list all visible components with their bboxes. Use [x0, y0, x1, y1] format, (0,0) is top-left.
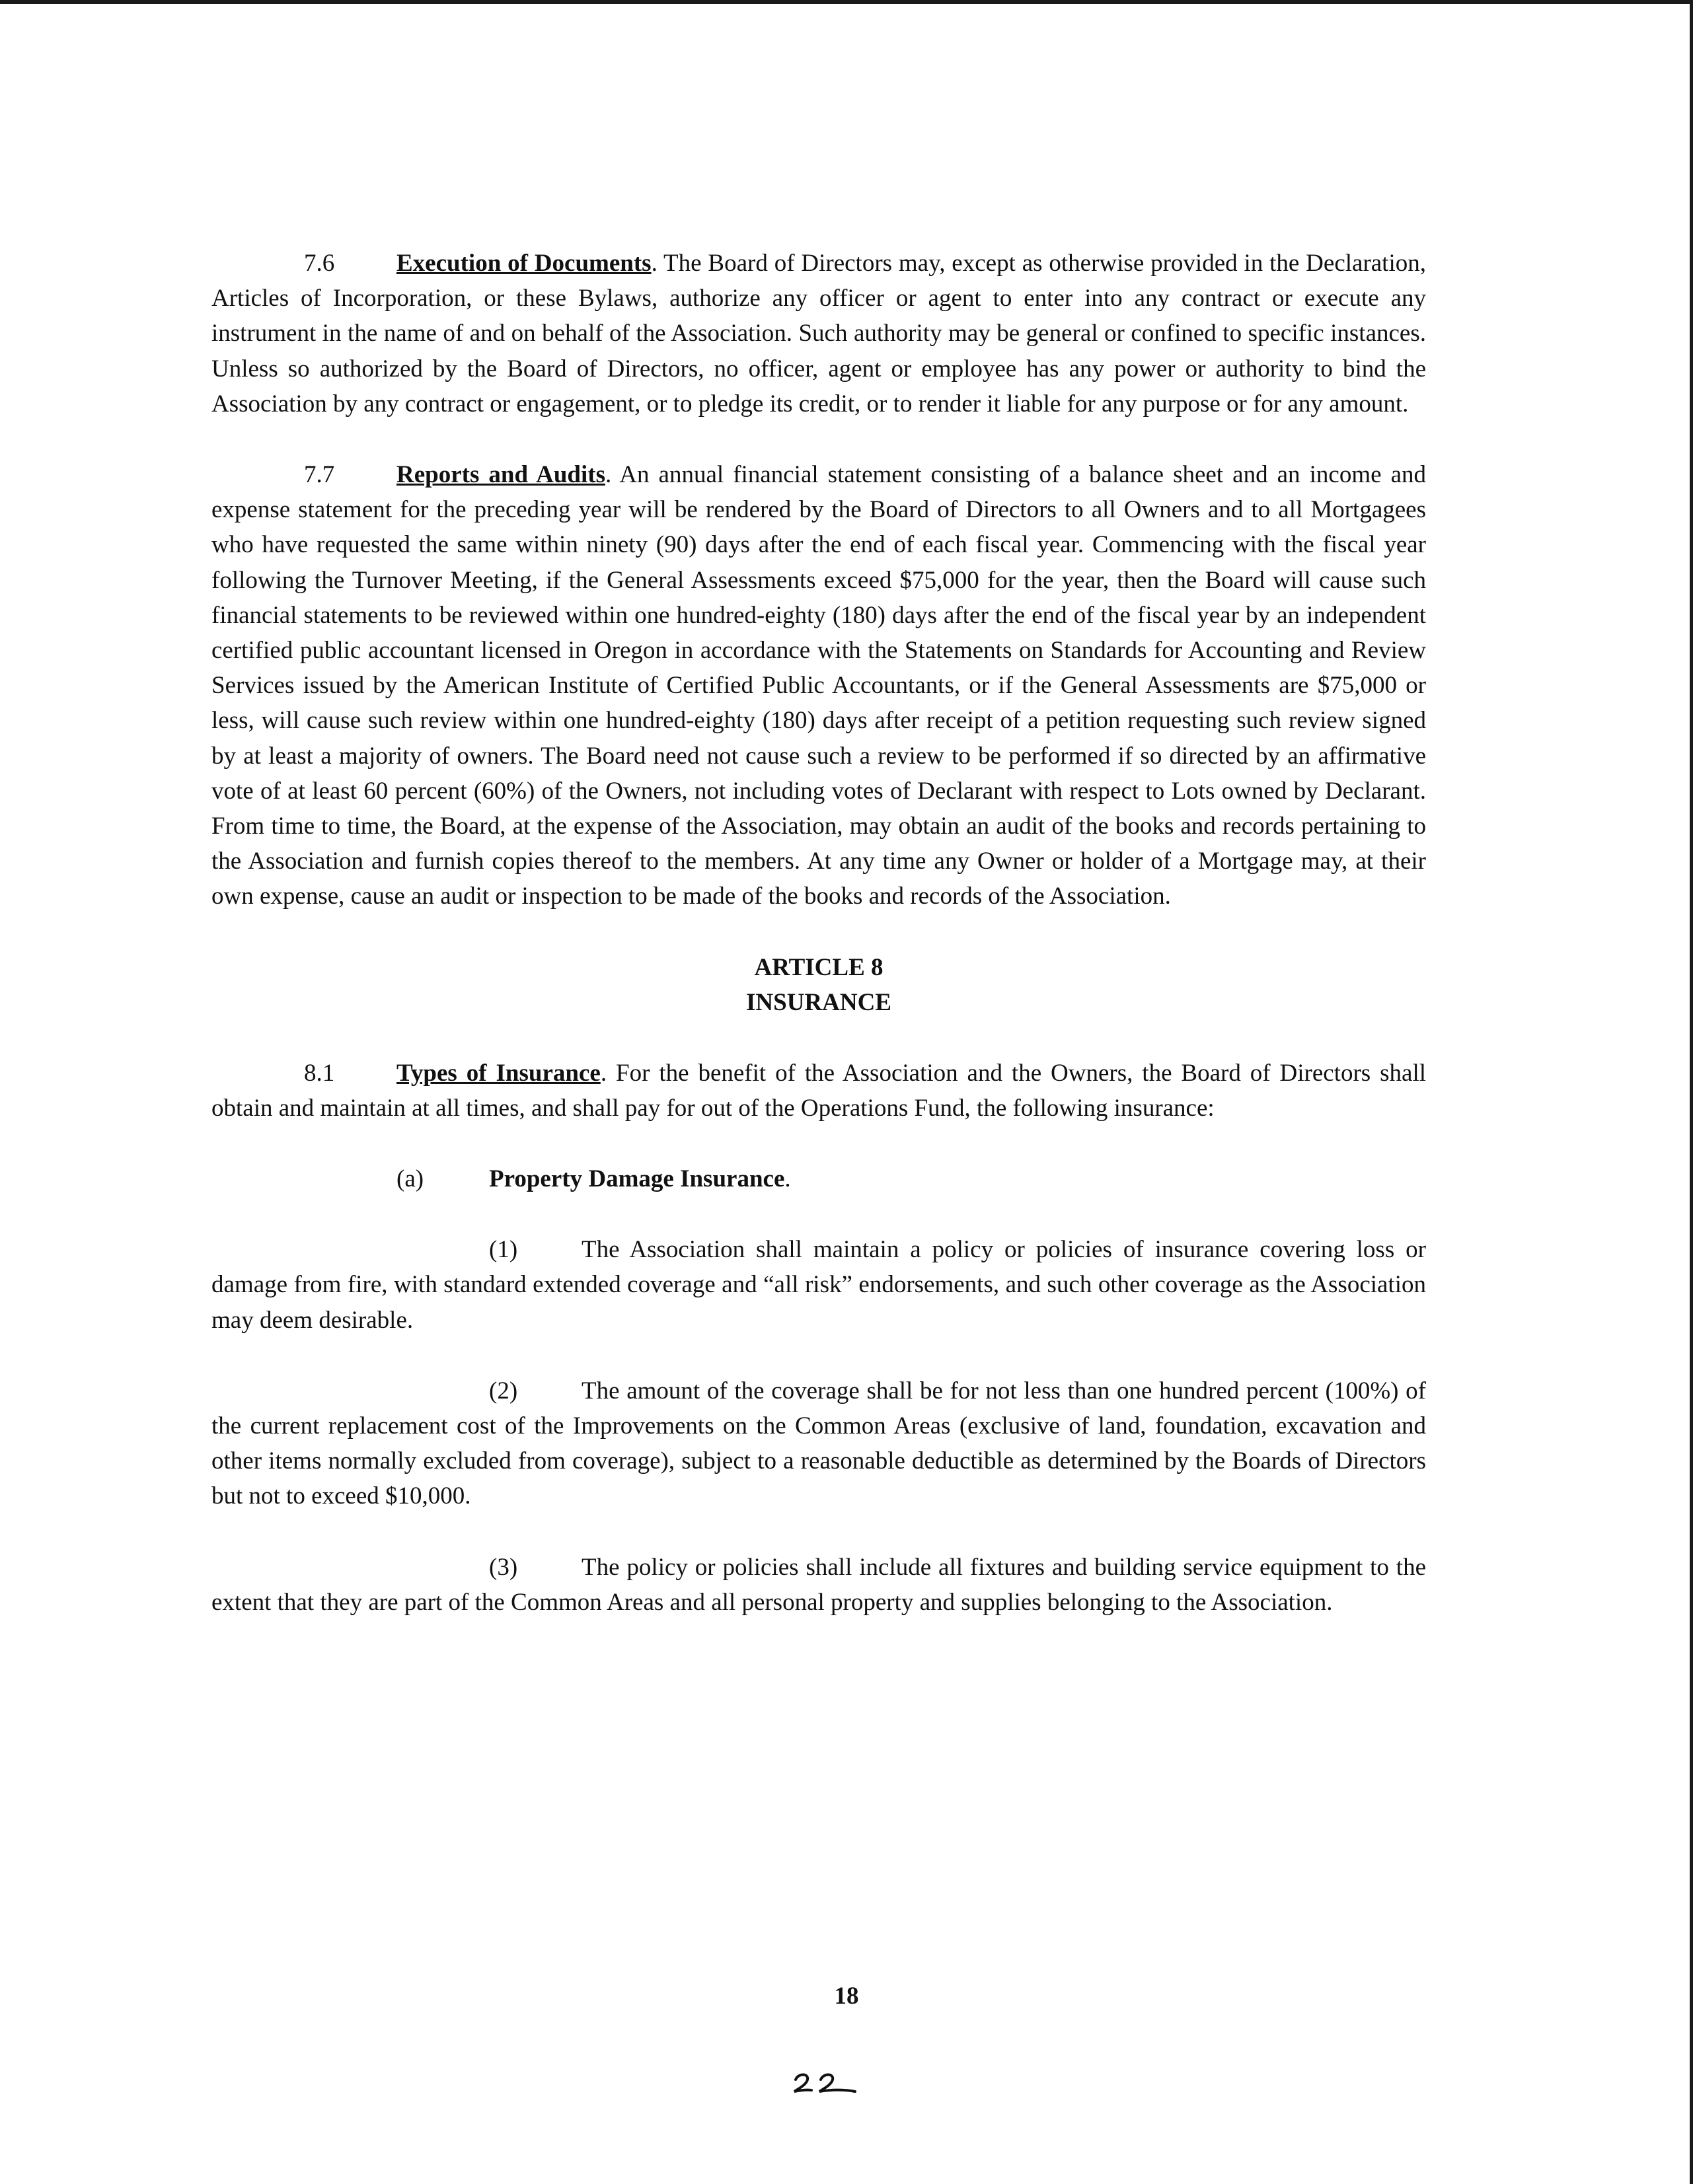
section-8-1: [211, 1056, 1426, 1126]
item-2: [211, 1373, 1426, 1514]
item-text: The amount of the coverage shall be for not less than one hundred percent (100%) of the current replacement cost of the Improvements on the Common Areas (exclusive of land, foundation, excavation and other items normally excluded from coverage), subject to a reasonable deductible as determined by the Boards of Directors but not to exceed $10,000.: [211, 1377, 1426, 1510]
article-number: ARTICLE 8: [754, 953, 884, 981]
section-heading: Types of Insurance: [396, 1059, 601, 1087]
section-body: . For the benefit of the Association and the Owners, the Board of Directors shall obtain and maintain at all times, and shall pay for out of the Operations Fund, the following insurance:: [211, 1059, 1426, 1122]
subsection-a: [211, 1161, 1426, 1196]
item-3: [211, 1550, 1426, 1620]
section-number: 8.1: [304, 1059, 335, 1087]
item-text: The Association shall maintain a policy or policies of insurance covering loss or damage from fire, with standard extended coverage and “all risk” endorsements, and such other coverage as the Association may deem desirable.: [211, 1236, 1426, 1334]
section-number: 7.7: [304, 461, 335, 489]
item-number: (3): [489, 1553, 518, 1581]
scan-top-border: [0, 0, 1693, 4]
section-heading: Reports and Audits: [396, 461, 605, 489]
subsection-title: Property Damage Insurance: [489, 1165, 785, 1193]
article-title: INSURANCE: [746, 988, 891, 1016]
handwritten-page-number: [786, 2066, 866, 2103]
item-number: (1): [489, 1236, 518, 1264]
section-body: . An annual financial statement consisting of a balance sheet and an income and expense statement for the preceding year will be rendered by the Board of Directors to all Owners and to all Mortgagees who have requested the same within ninety (90) days after the end of each fiscal year. Commencing with the fiscal year following the Turnover Meeting, if the General Assessments exceed $75,000 for the year, then the Board will cause such financial statements to be reviewed within one hundred-eighty (180) days after the end of the fiscal year by an independent certified public accountant licensed in Oregon in accordance with the Statements on Standards for Accounting and Review Services issued by the American Institute of Certified Public Accountants, or if the General Assessments are $75,000 or less, will cause such review within one hundred-eighty (180) days after receipt of a petition requesting such review signed by at least a majority of owners. The Board need not cause such a review to be performed if so directed by an affirmative vote of at least 60 percent (60%) of the Owners, not including votes of Declarant with respect to Lots owned by Declarant. From time to time, the Board, at the expense of the Association, may obtain an audit of the books and records pertaining to the Association and furnish copies thereof to the members. At any time any Owner or holder of a Mortgage may, at their own expense, cause an audit or inspection to be made of the books and records of the Association.: [211, 461, 1427, 910]
page-body: [211, 246, 1426, 1620]
scan-right-border: [1690, 0, 1693, 2184]
handwritten-22-mark: [786, 2066, 866, 2099]
item-1: [211, 1232, 1426, 1338]
item-text: The policy or policies shall include all fixtures and building service equipment to the extent that they are part of the Common Areas and all personal property and supplies belonging to the Association.: [211, 1553, 1426, 1616]
page-number: 18: [834, 1983, 859, 2010]
section-7-6: [211, 246, 1426, 421]
section-7-7: [211, 457, 1426, 914]
subsection-title-period: .: [784, 1165, 791, 1193]
subsection-letter: (a): [396, 1165, 424, 1193]
section-body: . The Board of Directors may, except as otherwise provided in the Declaration, Articles of Incorporation, or these Bylaws, authorize any officer or agent to enter into any contract or execute any instrument in the name of and on behalf of the Association. Such authority may be general or confined to specific instances. Unless so authorized by the Board of Directors, no officer, agent or employee has any power or authority to bind the Association by any contract or engagement, or to pledge its credit, or to render it liable for any purpose or for any amount.: [211, 250, 1426, 418]
section-heading: Execution of Documents: [396, 250, 652, 277]
section-number: 7.6: [304, 250, 335, 277]
item-number: (2): [489, 1377, 518, 1404]
